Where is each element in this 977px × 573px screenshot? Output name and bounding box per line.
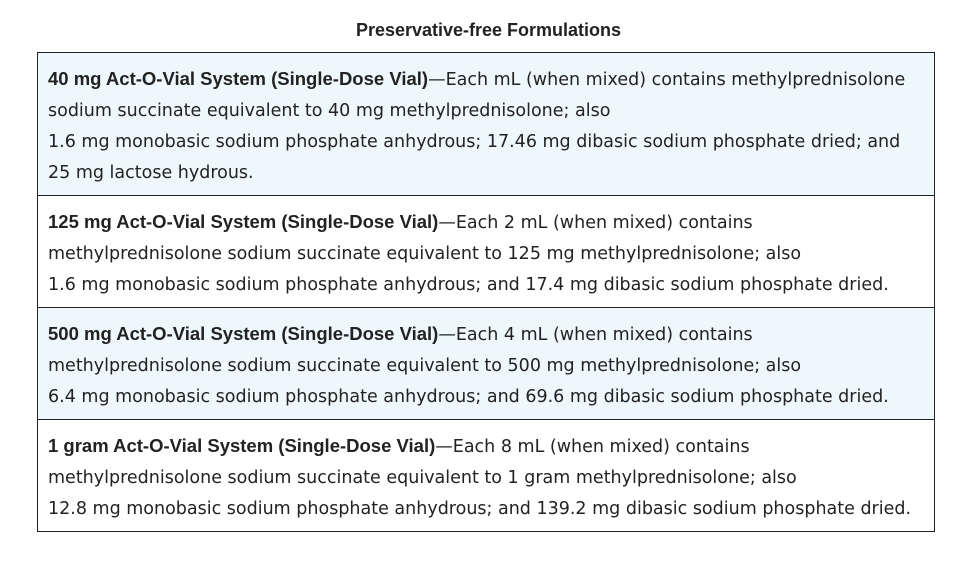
row-first-line bbox=[48, 430, 924, 463]
row-first-line bbox=[48, 206, 924, 239]
table-caption: Preservative-free Formulations bbox=[355, 20, 622, 40]
formulation-description: —Each 2 mL (when mixed) contains bbox=[438, 213, 753, 233]
row-text-line: methylprednisolone sodium succinate equivalent to 500 mg methylprednisolone; also bbox=[48, 356, 802, 376]
formulation-name: 125 mg Act-O-Vial System (Single-Dose Vial) bbox=[48, 211, 439, 232]
table-row bbox=[38, 308, 934, 420]
formulation-description: —Each 8 mL (when mixed) contains bbox=[435, 437, 750, 457]
row-text-line: sodium succinate equivalent to 40 mg methylprednisolone; also bbox=[48, 101, 611, 121]
row-text-line: 6.4 mg monobasic sodium phosphate anhydrous; and 69.6 mg dibasic sodium phosphate dried. bbox=[48, 387, 889, 407]
formulation-name: 1 gram Act-O-Vial System (Single-Dose Vial) bbox=[48, 435, 436, 456]
row-text-line: 12.8 mg monobasic sodium phosphate anhydrous; and 139.2 mg dibasic sodium phosphate dried. bbox=[48, 499, 912, 519]
table-row bbox=[38, 196, 934, 308]
row-text-line: 1.6 mg monobasic sodium phosphate anhydrous; 17.46 mg dibasic sodium phosphate dried; and bbox=[48, 132, 901, 152]
row-text-line: 1.6 mg monobasic sodium phosphate anhydrous; and 17.4 mg dibasic sodium phosphate dried. bbox=[48, 275, 889, 295]
row-text-line: methylprednisolone sodium succinate equivalent to 1 gram methylprednisolone; also bbox=[48, 468, 797, 488]
row-first-line bbox=[48, 318, 924, 351]
table-row bbox=[38, 53, 934, 196]
row-first-line bbox=[48, 63, 924, 96]
table-row bbox=[38, 420, 934, 531]
formulation-description: —Each mL (when mixed) contains methylprednisolone bbox=[428, 70, 906, 90]
formulation-description: —Each 4 mL (when mixed) contains bbox=[438, 325, 753, 345]
row-text-line: methylprednisolone sodium succinate equivalent to 125 mg methylprednisolone; also bbox=[48, 244, 802, 264]
formulation-name: 500 mg Act-O-Vial System (Single-Dose Vial) bbox=[48, 323, 439, 344]
formulation-name: 40 mg Act-O-Vial System (Single-Dose Vial) bbox=[48, 68, 429, 89]
formulations-table bbox=[37, 52, 935, 532]
row-text-line: 25 mg lactose hydrous. bbox=[48, 163, 254, 183]
